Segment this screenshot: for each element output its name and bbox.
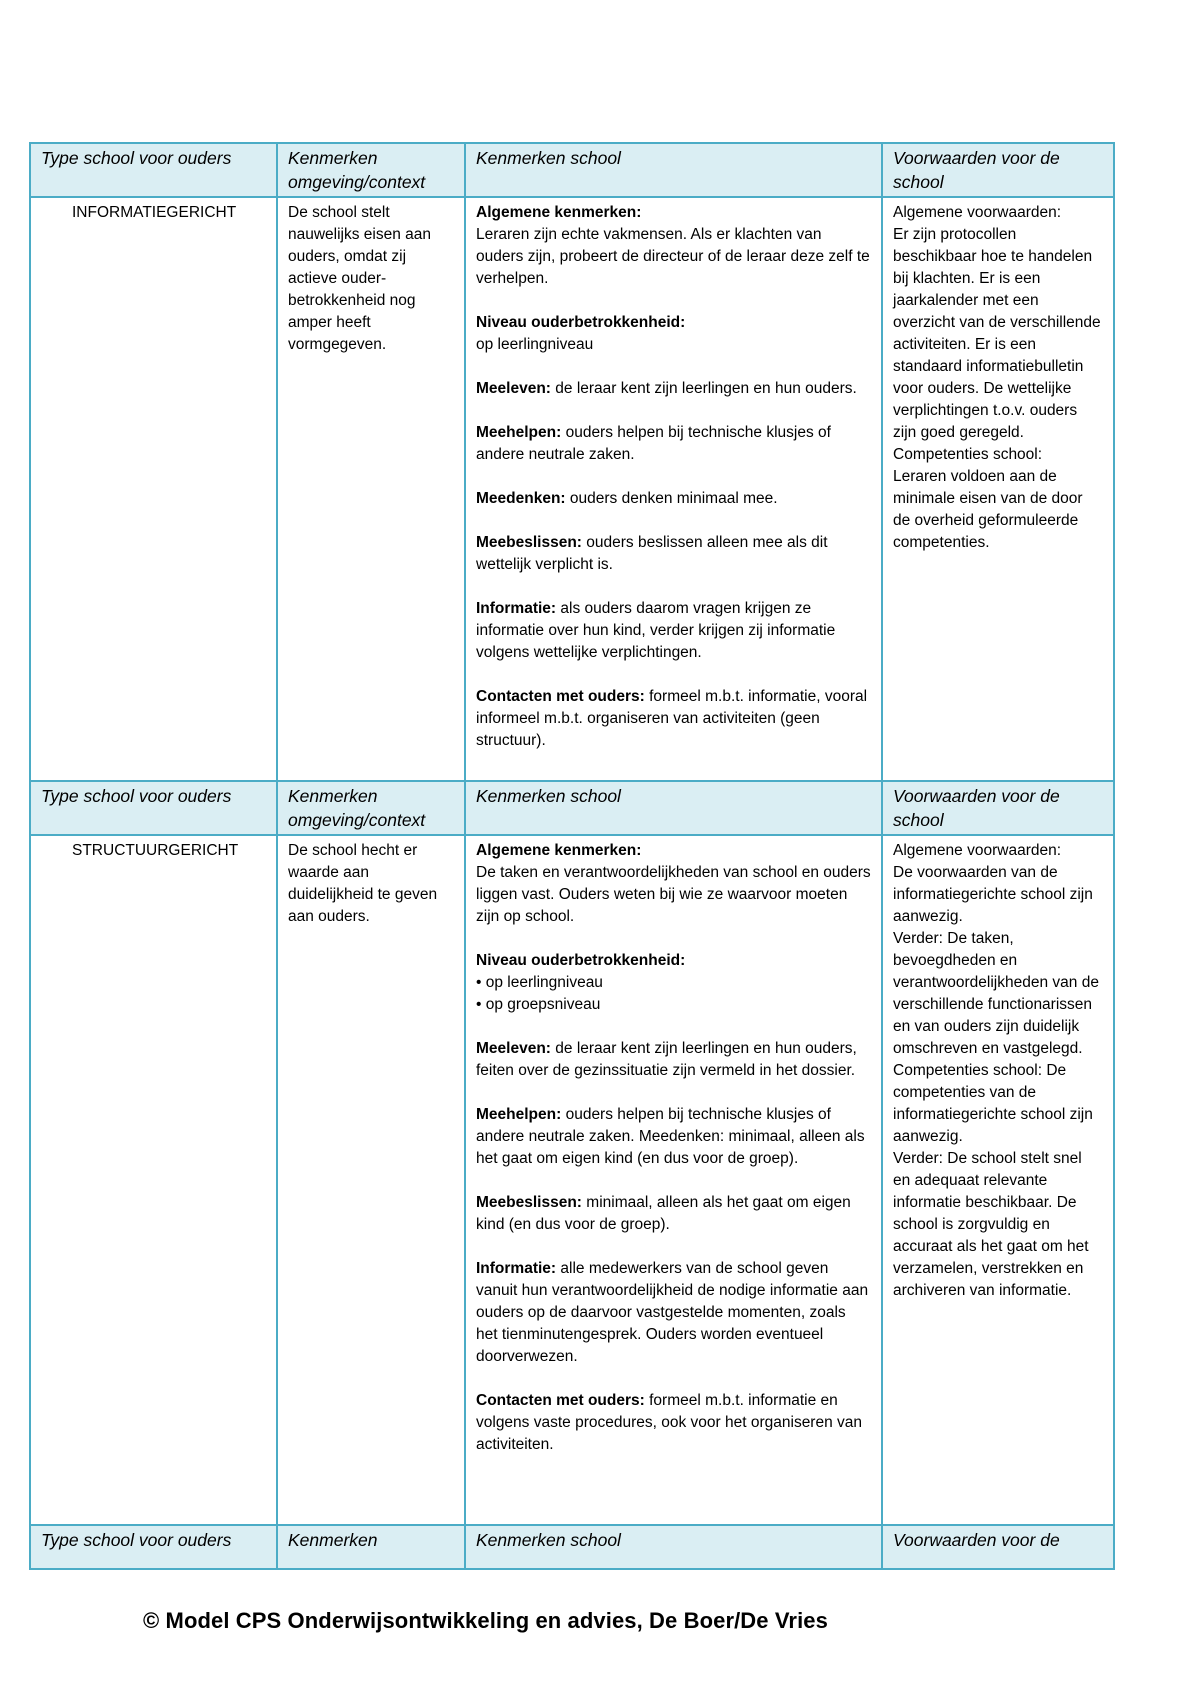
header-conditions: Voorwaarden voor de school xyxy=(882,143,1114,197)
conditions-competencies: Competenties school: De competenties van de informatiegerichte school zijn aanwezig. xyxy=(893,1062,1093,1145)
list-item: • op groepsniveau xyxy=(476,994,871,1016)
section-label: Niveau ouderbetrokkenheid: xyxy=(476,952,686,969)
header-type: Type school voor ouders xyxy=(30,143,277,197)
school-characteristics-cell xyxy=(465,835,882,1525)
section-text: ouders beslissen alleen mee als dit wettelijk verplicht is. xyxy=(476,534,828,573)
section-text: ouders denken minimaal mee. xyxy=(569,490,778,507)
context-cell: De school stelt nauwelijks eisen aan ouders, omdat zij actieve ouder-betrokkenheid nog amper heeft vormgegeven. xyxy=(277,197,465,781)
informatie xyxy=(476,1258,871,1368)
section-label: Meeleven: xyxy=(476,380,551,397)
meehelpen xyxy=(476,422,871,466)
section-text: als ouders daarom vragen krijgen ze informatie over hun kind, verder krijgen zij informatie volgens wettelijke verplichtingen. xyxy=(476,600,836,661)
contacten xyxy=(476,686,871,752)
meedenken xyxy=(476,488,871,510)
section-label: Informatie: xyxy=(476,600,557,617)
conditions-further: Verder: De taken, bevoegdheden en verantwoordelijkheden van de verschillende functionarissen en van ouders zijn duidelijk omschreven en vastgelegd. xyxy=(893,930,1099,1057)
section-label: Algemene kenmerken: xyxy=(476,842,642,859)
section-text: Leraren zijn echte vakmensen. Als er klachten van ouders zijn, probeert de directeur of de leraar deze zelf te verhelpen. xyxy=(476,226,870,287)
meeleven xyxy=(476,378,871,400)
header-school: Kenmerken school xyxy=(465,781,882,835)
header-type: Type school voor ouders xyxy=(30,1525,277,1569)
section-text: formeel m.b.t. informatie en volgens vaste procedures, ook voor het organiseren van activiteiten. xyxy=(476,1392,863,1453)
header-context: Kenmerken xyxy=(277,1525,465,1569)
school-characteristics-cell xyxy=(465,197,882,781)
header-type: Type school voor ouders xyxy=(30,781,277,835)
section-label: Meebeslissen: xyxy=(476,534,582,551)
meebeslissen xyxy=(476,532,871,576)
header-conditions: Voorwaarden voor de xyxy=(882,1525,1114,1569)
section-label: Meedenken: xyxy=(476,490,566,507)
section-text: de leraar kent zijn leerlingen en hun ouders, feiten over de gezinssituatie zijn vermeld in het dossier. xyxy=(476,1040,857,1079)
table-row xyxy=(30,835,1114,1525)
section-label: Algemene kenmerken: xyxy=(476,204,642,221)
general-characteristics xyxy=(476,202,871,290)
section-label: Meebeslissen: xyxy=(476,1194,582,1211)
header-context: Kenmerken omgeving/context xyxy=(277,781,465,835)
table-header-row xyxy=(30,143,1114,197)
section-label: Meeleven: xyxy=(476,1040,551,1057)
section-text: op leerlingniveau xyxy=(476,336,594,353)
table-header-row xyxy=(30,1525,1114,1569)
table-row xyxy=(30,197,1114,781)
conditions-competencies: Competenties school: Leraren voldoen aan de minimale eisen van de door de overheid geformuleerde competenties. xyxy=(893,446,1083,551)
section-text: formeel m.b.t. informatie, vooral informeel m.b.t. organiseren van activiteiten (geen structuur). xyxy=(476,688,868,749)
list-item: • op leerlingniveau xyxy=(476,972,871,994)
general-characteristics xyxy=(476,840,871,928)
section-text: ouders helpen bij technische klusjes of andere neutrale zaken. Meedenken: minimaal, alleen als het gaat om eigen kind (en dus voor de groep). xyxy=(476,1106,865,1167)
school-types-table xyxy=(29,142,1115,1570)
section-text: minimaal, alleen als het gaat om eigen kind (en dus voor de groep). xyxy=(476,1194,851,1233)
header-conditions: Voorwaarden voor de school xyxy=(882,781,1114,835)
header-context: Kenmerken omgeving/context xyxy=(277,143,465,197)
meehelpen xyxy=(476,1104,871,1170)
section-text: de leraar kent zijn leerlingen en hun ouders. xyxy=(555,380,857,397)
header-school: Kenmerken school xyxy=(465,1525,882,1569)
copyright-footer: © Model CPS Onderwijsontwikkeling en advies, De Boer/De Vries xyxy=(143,1608,828,1633)
table-header-row xyxy=(30,781,1114,835)
section-text: De taken en verantwoordelijkheden van school en ouders liggen vast. Ouders weten bij wie ze waarvoor moeten zijn op school. xyxy=(476,864,871,925)
involvement-level xyxy=(476,950,871,1016)
conditions-general: Algemene voorwaarden: Er zijn protocollen beschikbaar hoe te handelen bij klachten. Er is een jaarkalender met een overzicht van de verschillende activiteiten. Er is een standaard informatiebulletin voor ouders. De wettelijke verplichtingen t.o.v. ouders zijn goed geregeld. xyxy=(893,204,1101,441)
meeleven xyxy=(476,1038,871,1082)
section-text: ouders helpen bij technische klusjes of andere neutrale zaken. xyxy=(476,424,831,463)
section-text: alle medewerkers van de school geven vanuit hun verantwoordelijkheid de nodige informatie aan ouders op de daarvoor vastgestelde momenten, zoals het tienminutengesprek. Ouders worden eventueel doorverwezen. xyxy=(476,1260,869,1365)
section-label: Contacten met ouders: xyxy=(476,688,645,705)
conditions-general: Algemene voorwaarden: De voorwaarden van de informatiegerichte school zijn aanwezig. xyxy=(893,842,1093,925)
conditions-cell xyxy=(882,197,1114,781)
context-cell: De school hecht er waarde aan duidelijkheid te geven aan ouders. xyxy=(277,835,465,1525)
meebeslissen xyxy=(476,1192,871,1236)
school-type-structuurgericht: STRUCTUURGERICHT xyxy=(30,835,277,1525)
contacten xyxy=(476,1390,871,1456)
informatie xyxy=(476,598,871,664)
section-label: Informatie: xyxy=(476,1260,557,1277)
header-school: Kenmerken school xyxy=(465,143,882,197)
conditions-cell xyxy=(882,835,1114,1525)
section-label: Meehelpen: xyxy=(476,424,562,441)
involvement-level xyxy=(476,312,871,356)
section-label: Contacten met ouders: xyxy=(476,1392,645,1409)
conditions-further: Verder: De school stelt snel en adequaat relevante informatie beschikbaar. De school is zorgvuldig en accuraat als het gaat om het verzamelen, verstrekken en archiveren van informatie. xyxy=(893,1150,1089,1299)
section-label: Meehelpen: xyxy=(476,1106,562,1123)
school-type-informatiegericht: INFORMATIEGERICHT xyxy=(30,197,277,781)
section-label: Niveau ouderbetrokkenheid: xyxy=(476,314,686,331)
